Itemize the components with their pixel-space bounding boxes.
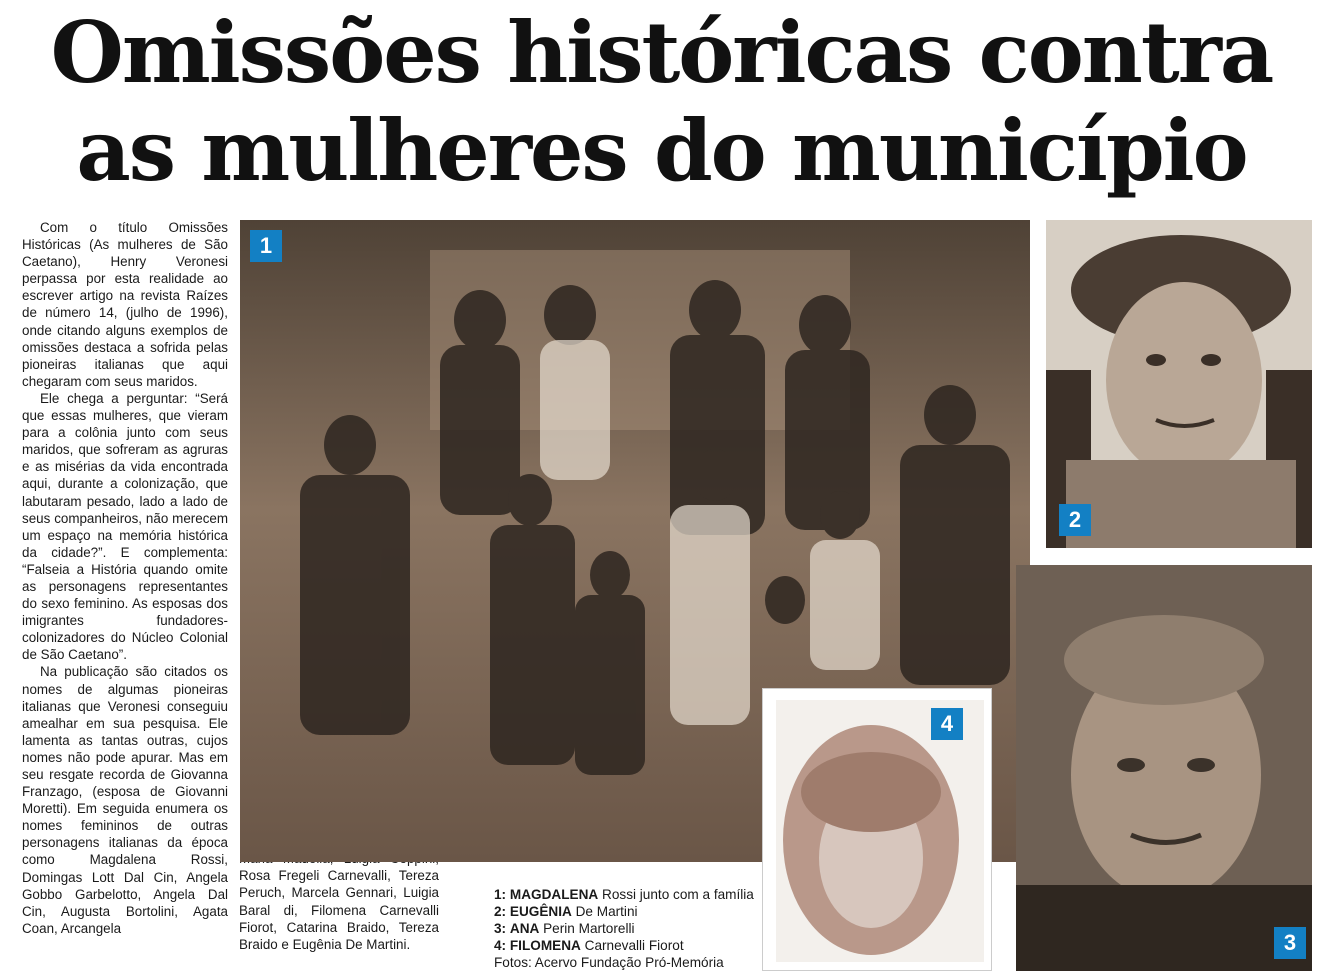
caption-line: 3: ANA Perin Martorelli (494, 921, 635, 936)
caption-line: 2: EUGÊNIA De Martini (494, 904, 638, 919)
portrait-photo-4 (776, 700, 984, 962)
photo-number-badge: 4 (931, 708, 963, 740)
headline-line-2: as mulheres do município (76, 101, 1247, 200)
photo-caption (494, 886, 764, 971)
portrait-photo-2 (1046, 220, 1312, 548)
photo-number-badge: 3 (1274, 927, 1306, 959)
paragraph: Na publicação são citados os nomes de algumas pioneiras italianas que Veronesi conseguiu amealhar em sua pesquisa. Ele lamenta as tantas outras, cujos nomes não pode apurar. Mas em seu resgate recorda de Giovanna Franzago, (esposa de Giovanni Moretti). Em seguida enumera os nomes femininos de outras personagens italianas da época como Magdalena Rossi, Domingas Lott Dal Cin, Angela Gobbo Garbelotto, Angela Dal Cin, Augusta Bortolini, Agata Coan, Arcangela (22, 664, 228, 936)
photo-number-badge: 2 (1059, 504, 1091, 536)
headline-line-1: Omissões históricas contra (50, 3, 1273, 102)
caption-line: 4: FILOMENA Carnevalli Fiorot (494, 938, 684, 953)
caption-line: 1: MAGDALENA Rossi junto com a família (494, 887, 754, 902)
article-column-1 (22, 219, 228, 971)
headline (0, 0, 1323, 200)
paragraph: Com o título Omissões Históricas (As mulheres de São Caetano), Henry Veronesi perpassa por esta realidade ao escrever artigo na revista Raízes de número 14, (julho de 1996), onde citando alguns exemplos de omissões destaca a sofrida pelas pioneiras italianas que aqui chegaram com seus maridos. (22, 220, 228, 389)
photo-number-badge: 1 (250, 230, 282, 262)
portrait-photo-3 (1016, 565, 1312, 971)
photo-credit: Fotos: Acervo Fundação Pró-Memória (494, 955, 724, 970)
paragraph: Rosa Fregeli Carnevalli, Tereza Peruch, Marcela Gennari, Luigia Baral di, Filomena Carnevalli Fiorot, Catarina Braido, Tereza Braido e Eugênia De Martini. (239, 868, 439, 952)
paragraph: Ele chega a perguntar: “Será que essas mulheres, que vieram para a colônia junto com seus maridos, que sofreram as agruras e as misérias da vida encontrada aqui, durante a colonização, que labutaram pesado, lado a lado de seus companheiros, não merecem um espaço na memória histórica da cidade?”. E complementa: “Falseia a História quando omite as personagens representantes do sexo feminino. As esposas dos imigrantes fundadores-colonizadores do Núcleo Colonial de São Caetano”. (22, 390, 228, 663)
